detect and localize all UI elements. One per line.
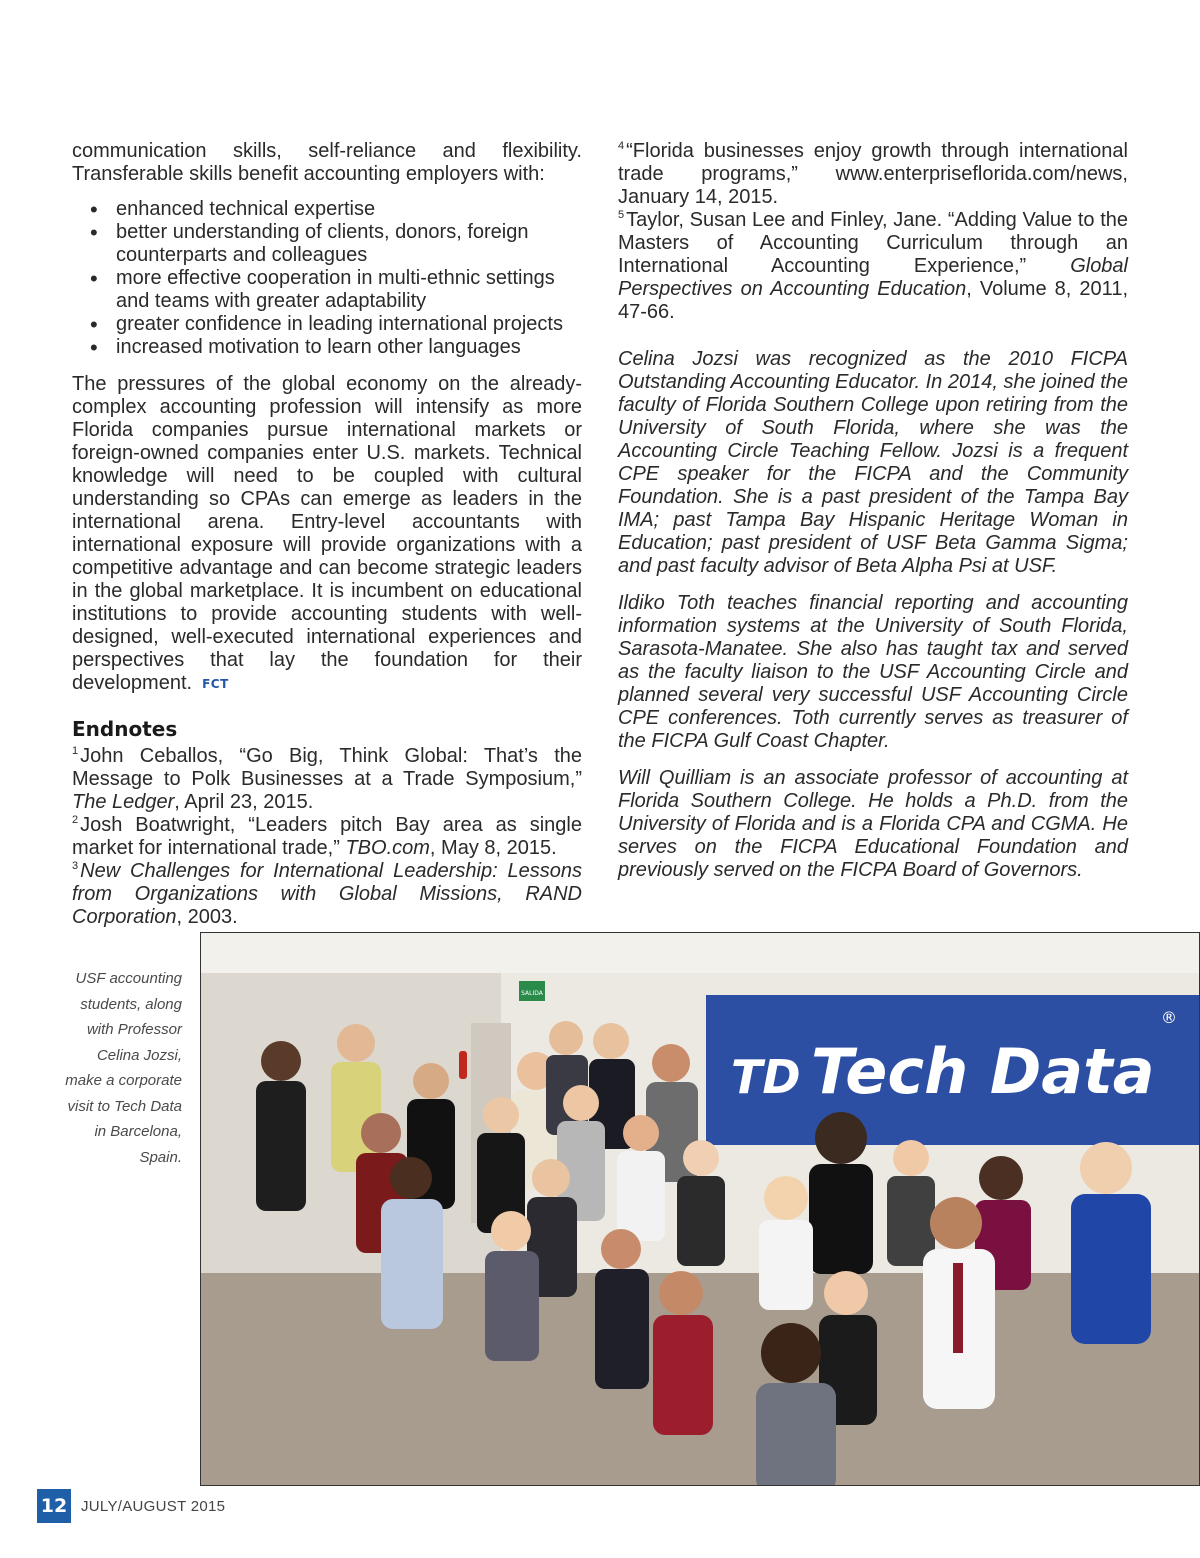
list-item: • increased motivation to learn other languages: [90, 336, 582, 359]
fct-end-mark: FCT: [202, 677, 229, 691]
exit-sign-text: SALIDA: [521, 990, 543, 997]
tech-data-sign-text: Tech Data: [811, 1035, 1155, 1108]
endnote-5: $^5$ Taylor, Susan Lee and Finley, Jane. “Adding Value to the Masters of Accounting Curriculum through an International Accounting Experience,” Global Perspectives on Accounting Education, Volume 8, 2011, 47-66.: [618, 209, 1128, 323]
endnote-4: $^4$ “Florida businesses enjoy growth through international trade programs,” www.enterpriseflorida.com/news, January 14, 2015.: [618, 140, 1128, 208]
bio-will-quilliam: Will Quilliam is an associate professor of accounting at Florida Southern College. He holds a Ph.D. from the University of Florida and is a Florida CPA and CGMA. He serves on the FICPA Educational Foundation and previously served on the FICPA Board of Governors.: [618, 767, 1128, 881]
bio-ildiko-toth: Ildiko Toth teaches financial reporting and accounting information systems at the University of South Florida, Sarasota-Manatee. She also has taught tax and served as the faculty liaison to the USF Accounting Circle and planned several very successful USF Accounting Circle CPE conferences. Toth currently serves as treasurer of the FICPA Gulf Coast Chapter.: [618, 592, 1128, 752]
group-photo: [200, 932, 1200, 1486]
endnote-2: $^2$ Josh Boatwright, “Leaders pitch Bay area as single market for international trade,” TBO.com, May 8, 2015.: [72, 814, 582, 859]
photo-caption: USF accounting students, along with Professor Celina Jozsi, make a corporate visit to Tech Data in Barcelona, Spain.: [65, 970, 182, 1166]
endnote-1: $^1$ John Ceballos, “Go Big, Think Global: That’s the Message to Polk Businesses at a Trade Symposium,” The Ledger, April 23, 2015.: [72, 745, 582, 813]
tech-data-logo-mark: TD: [731, 1050, 801, 1104]
benefits-list: [90, 198, 582, 359]
endnotes-heading: Endnotes: [72, 717, 178, 741]
list-item: • more effective cooperation in multi-ethnic settings and teams with greater adaptability: [90, 267, 582, 313]
fire-extinguisher: [459, 1051, 467, 1079]
endnote-3: $^3$ New Challenges for International Leadership: Lessons from Organizations with Global Missions, RAND Corporation, 2003.: [72, 860, 582, 928]
registered-mark: ®: [1161, 1008, 1177, 1027]
page-footer: [37, 1489, 225, 1523]
left-column: [72, 140, 582, 929]
right-column: [618, 140, 1128, 882]
issue-date: JULY/AUGUST 2015: [81, 1497, 226, 1515]
bio-celina-jozsi: Celina Jozsi was recognized as the 2010 FICPA Outstanding Accounting Educator. In 2014, she joined the faculty of Florida Southern College upon retiring from the University of South Florida, where she was the Accounting Circle Teaching Fellow. Jozsi is a frequent CPE speaker for the FICPA and the Community Foundation. She is a past president of the Tampa Bay IMA; past Tampa Bay Hispanic Heritage Woman in Education; past president of USF Beta Gamma Sigma; and past faculty advisor of Beta Alpha Psi at USF.: [618, 348, 1128, 577]
list-item: • greater confidence in leading international projects: [90, 313, 582, 336]
page-number: 12: [37, 1489, 71, 1523]
intro-paragraph: communication skills, self-reliance and flexibility. Transferable skills benefit accounting employers with:: [72, 140, 582, 185]
list-item: • enhanced technical expertise: [90, 198, 582, 221]
group-photo-illustration: [201, 933, 1200, 1486]
closing-text: The pressures of the global economy on the already-complex accounting profession will intensify as more Florida companies pursue international markets or foreign-owned companies enter U.S. markets. Technical knowledge will need to be coupled with cultural understanding so CPAs can emerge as leaders in the international arena. Entry-level accountants with international exposure will provide organizations with a competitive advantage and can become strategic leaders in the global marketplace. It is incumbent on educational institutions to provide accounting students with well-designed, well-executed international experiences and perspectives that lay the foundation for their development.: [72, 373, 582, 694]
tech-data-sign: [706, 995, 1200, 1145]
closing-paragraph: [72, 373, 582, 696]
list-item: • better understanding of clients, donors, foreign counterparts and colleagues: [90, 221, 582, 267]
